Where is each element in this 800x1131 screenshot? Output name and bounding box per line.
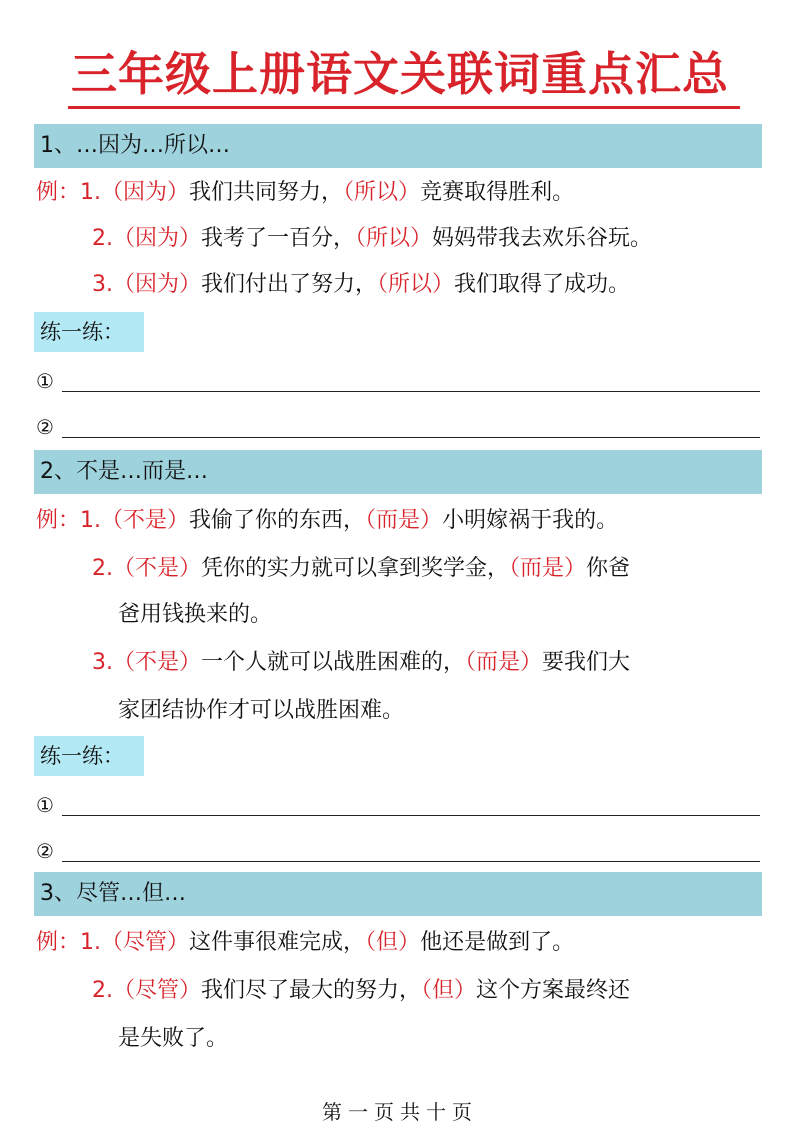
conjunction-2: （而是） — [365, 508, 443, 533]
example-number: 3. — [92, 650, 113, 675]
example-number: 2. — [92, 226, 113, 251]
conjunction-2: （所以） — [343, 180, 421, 205]
example-text-2: 妈妈带我去欢乐谷玩。 — [432, 226, 653, 251]
example-line-continuation: 是失败了。 — [118, 1026, 229, 1051]
example-line — [36, 178, 574, 208]
example-text-1: 我们尽了最大的努力， — [201, 978, 422, 1003]
answer-line[interactable] — [36, 366, 760, 396]
example-text-1: 我们付出了努力， — [201, 272, 378, 297]
example-text-2: 他还是做到了。 — [420, 930, 575, 955]
page-footer: 第一页共十页 — [322, 1100, 478, 1124]
example-number: 3. — [92, 272, 113, 297]
conjunction-1: （不是） — [101, 508, 190, 533]
conjunction-2: （所以） — [377, 272, 455, 297]
example-prefix: 例： — [36, 180, 81, 205]
example-number: 1. — [80, 930, 102, 955]
example-prefix: 例： — [36, 508, 81, 533]
page-title: 三年级上册语文关联词重点汇总 — [71, 47, 729, 101]
example-text-2: 小明嫁祸于我的。 — [442, 508, 619, 533]
example-line — [36, 928, 574, 958]
conjunction-1: （因为） — [113, 226, 202, 251]
answer-line[interactable] — [36, 790, 760, 820]
circle-number: ② — [36, 415, 54, 439]
practice-label: 练一练： — [34, 312, 144, 352]
example-number: 1. — [80, 508, 102, 533]
section-header-3: 3、尽管…但… — [34, 872, 762, 916]
example-text-1: 我偷了你的东西， — [189, 508, 366, 533]
conjunction-2: （而是） — [465, 650, 543, 675]
section-header-1: 1、…因为…所以… — [34, 124, 762, 168]
example-text-2: 我们取得了成功。 — [454, 272, 631, 297]
answer-line[interactable] — [36, 412, 760, 442]
example-text-2: 这个方案最终还 — [476, 978, 631, 1003]
conjunction-1: （因为） — [113, 272, 202, 297]
example-line — [92, 976, 630, 1006]
conjunction-1: （尽管） — [101, 930, 190, 955]
conjunction-1: （因为） — [101, 180, 190, 205]
example-line-continuation: 爸用钱换来的。 — [118, 602, 273, 627]
example-line — [36, 506, 618, 536]
conjunction-1: （不是） — [113, 650, 202, 675]
example-text-2: 要我们大 — [542, 650, 631, 675]
section-header-2: 2、不是…而是… — [34, 450, 762, 494]
example-line — [92, 554, 630, 584]
example-number: 2. — [92, 978, 113, 1003]
answer-line[interactable] — [36, 836, 760, 866]
circle-number: ① — [36, 793, 54, 817]
example-line — [92, 648, 630, 678]
practice-label: 练一练： — [34, 736, 144, 776]
example-text-2: 你爸 — [586, 556, 631, 581]
example-number: 1. — [80, 180, 102, 205]
conjunction-2: （但） — [365, 930, 421, 955]
title-underline — [68, 106, 740, 109]
example-text-1: 我考了一百分， — [201, 226, 356, 251]
example-line — [92, 224, 652, 254]
example-number: 2. — [92, 556, 113, 581]
example-text-2: 竞赛取得胜利。 — [420, 180, 575, 205]
circle-number: ① — [36, 369, 54, 393]
conjunction-1: （不是） — [113, 556, 202, 581]
example-line-continuation: 家团结协作才可以战胜困难。 — [118, 698, 405, 723]
conjunction-2: （而是） — [509, 556, 587, 581]
example-prefix: 例： — [36, 930, 81, 955]
conjunction-2: （所以） — [355, 226, 433, 251]
example-text-1: 我们共同努力， — [189, 180, 344, 205]
example-text-1: 凭你的实力就可以拿到奖学金， — [201, 556, 510, 581]
circle-number: ② — [36, 839, 54, 863]
example-line — [92, 270, 630, 300]
conjunction-1: （尽管） — [113, 978, 202, 1003]
example-text-1: 一个人就可以战胜困难的， — [201, 650, 466, 675]
example-text-1: 这件事很难完成， — [189, 930, 366, 955]
conjunction-2: （但） — [421, 978, 477, 1003]
